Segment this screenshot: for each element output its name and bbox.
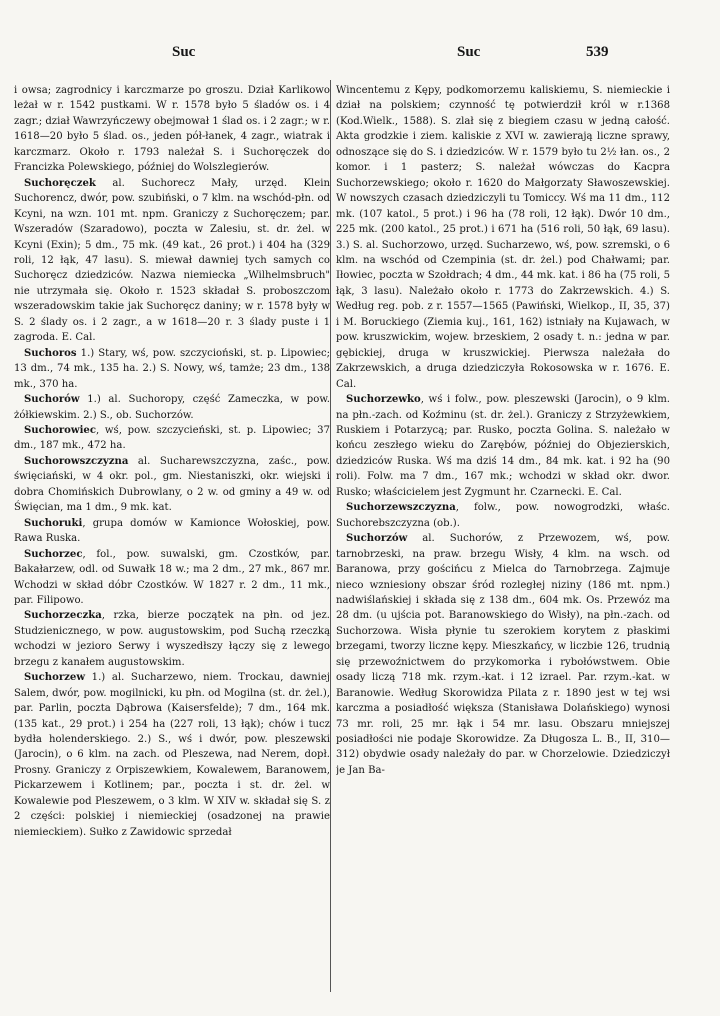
entry xyxy=(336,531,670,778)
entry xyxy=(336,83,670,392)
entry-text: , wś i folw., pow. pleszewski (Jarocin), o 9 klm. na płn.-zach. od Koźminu (st. dr. żel.). Graniczy z Strzyżewkiem, Ruskiem i Potarzycą; par. Rusko, poczta Golina. S. należało w końcu zeszłego wieku do Zarębów, później do Objezierskich, dziedziców Ruska. Wś ma dziś 14 dm., 84 mk. kat. i 92 ha (90 roli). Folw. ma 7 dm., 167 mk.; wchodzi w skład okr. dwor. Rusko; właścicielem jest Zygmunt hr. Czarnecki. E. Cal. xyxy=(336,394,670,498)
right-running-head: Suc xyxy=(457,44,481,60)
entry xyxy=(14,83,330,176)
entry-text: , grupa domów w Kamionce Wołoskiej, pow. Rawa Ruska. xyxy=(14,517,330,545)
entry-text: 1.) Stary, wś, pow. szczycioński, st. p. Lipowiec; 13 dm., 74 mk., 135 ha. 2.) S. Nowy, wś, tamże; 23 dm., 138 mk., 370 ha. xyxy=(14,347,330,390)
entry-headword: Suchorzec xyxy=(24,548,83,560)
right-column xyxy=(336,83,670,998)
entry-headword: Suchoruki xyxy=(24,517,83,529)
entry xyxy=(14,346,330,392)
entry-text: al. Suchorów, z Przewozem, wś, pow. tarnobrzeski, na praw. brzegu Wisły, 4 klm. na wsch. od Baranowa, przy gościńcu z Mielca do Tarnobrzega. Zajmuje nieco wzniesiony obszar śród rozległej niziny (186 mt. npm.) nadwiślańskiej i składa się z 138 dm., 604 mk. Os. Przewóz ma 28 dm. (u ujścia pot. Baranowskiego do Wisły), na płn.-zach. od Suchorzowa. Wisła płynie tu szerokiem korytem z płaskimi brzegami, tworzy liczne kępy. Mieszkańcy, w liczbie 126, trudnią się przewoźnictwem do przykomorka i rybołówstwem. Obie osady liczą 718 mk. rzym.-kat. i 12 izrael. Par. rzym.-kat. w Baranowie. Według Skorowidza Pilata z r. 1890 jest w tej wsi karczma a posiadłość większa (Stanisława Dolańskiego) wynosi 73 mr. roli, 25 mr. łąk i 54 mr. lasu. Obszaru mniejszej posiadłości nie podaje Skorowidze. Za Długosza L. B., II, 310—312) obydwie osady należały do par. w Chorzelowie. Dziedziczył je Jan Ba- xyxy=(336,533,670,776)
entry-headword: Suchorzewko xyxy=(346,394,421,406)
entry-text: , fol., pow. suwalski, gm. Czostków, par. Bakałarzew, odl. od Suwałk 18 w.; ma 2 dm., 27 mk., 867 mr. Wchodzi w skład dóbr Czostków. W 1827 r. 2 dm., 11 mk., par. Filipowo. xyxy=(14,548,330,606)
entry xyxy=(14,547,330,609)
entry xyxy=(14,608,330,670)
entry-headword: Suchorzewszczyzna xyxy=(346,502,456,514)
entry-headword: Suchorowiec xyxy=(24,424,96,436)
entry-headword: Suchoręczek xyxy=(24,177,96,189)
entry xyxy=(14,670,330,840)
entry-headword: Suchorowszczyzna xyxy=(24,455,129,467)
left-column xyxy=(14,83,330,998)
entry xyxy=(336,392,670,500)
entry-text: al. Sucharewszczyzna, zaśc., pow. święciański, w 4 okr. pol., gm. Niestaniszki, okr. wiejski i dobra Chomińskich Dubrowlany, o 2 w. od gminy a 49 w. od Święcian, ma 1 dm., 9 mk. kat. xyxy=(14,455,330,514)
page-number: 539 xyxy=(586,44,609,60)
entry-text: , folw., pow. nowogrodzki, właśc. Suchorebszczyzna (ob.). xyxy=(336,502,670,529)
entry xyxy=(14,454,330,516)
entry-text: 1.) al. Suchoropy, część Zameczka, w pow. żółkiewskim. 2.) S., ob. Suchorzów. xyxy=(14,394,330,421)
entry xyxy=(336,500,670,531)
entry-text: , rzka, bierze początek na płn. od jez. Studzienicznego, w pow. augustowskim, pod Suchą rzeczką wchodzi w jezioro Serwy i wyszedłszy łączy się z lewego brzegu z kanałem augustowskim. xyxy=(14,610,330,668)
entry-headword: Suchoros xyxy=(24,347,77,359)
entry-text: Wincentemu z Kępy, podkomorzemu kaliskiemu, S. niemieckie i dział na polskiem; czynność tę potwierdził król w r.1368 (Kod.Wielk., 1588). S. zlał się z biegiem czasu w jedną całość. Akta grodzkie i ziem. kaliskie z XVI w. zawierają liczne sprawy, odnoszące się do S. i dziedziców. W r. 1579 było tu 2½ łan. os., 2 komor. i 1 pasterz; S. należał wówczas do Kacpra Suchorzewskiego; około r. 1620 do Małgorzaty Sławoszewskiej. W nowszych czasach dziedziczyli tu Tomiccy. Wś ma 11 dm., 112 mk. (107 katol., 5 prot.) i 96 ha (78 roli, 12 łąk). Dwór 10 dm., 225 mk. (200 katol., 25 prot.) i 671 ha (516 roli, 50 łąk, 69 lasu). 3.) S. al. Suchorzowo, urzęd. Sucharzewo, wś, pow. szremski, o 6 klm. na wschód od Czempinia (st. dr. żel.) pod Chałwami; par. Iłowiec, poczta w Szołdrach; 4 dm., 44 mk. kat. i 86 ha (75 roli, 5 łąk, 3 lasu). Należało około r. 1773 do Zakrzewskich. 4.) S. Według reg. pob. z r. 1557—1565 (Pawiński, Wielkop., II, 35, 37) i M. Boruckiego (Ziemia kuj., 161, 162) istniały na Kujawach, w pow. kruszwickim, wojew. brzeskiem, 2 osady t. n.: jedna w par. gębickiej, druga w kruszwickiej. Pierwsza należała do Zakrzewskich, a druga dziedziczyła Rokosowska w r. 1676. E. Cal. xyxy=(336,85,670,390)
entry-headword: Suchorzów xyxy=(346,533,408,545)
left-running-head: Suc xyxy=(172,44,196,60)
entry xyxy=(14,516,330,547)
entry-text: al. Suchorecz Mały, urzęd. Klein Suchorencz, dwór, pow. szubiński, o 7 klm. na wschód-płn. od Kcyni, na wzn. 101 mt. npm. Graniczy z Suchoręczem; par. Wszeradów (Szaradowo), poczta w Zalesiu, st. dr. żel. w Kcyni (Exin); 5 dm., 75 mk. (49 kat., 26 prot.) i 404 ha (329 roli, 12 łąk, 47 lasu). S. miewał dawniej tych samych co Suchoręcz dziedziców. Nazwa niemiecka „Wilhelmsbruch" nie utrzymała się. Około r. 1523 składał S. proboszczom wszeradowskim takie jak Suchoręcz daniny; w r. 1578 były w S. 2 ślady os. i 2 zagr., a w 1618—20 r. 3 ślady puste i 1 zagroda. E. Cal. xyxy=(14,177,330,344)
entry-headword: Suchorzeczka xyxy=(24,610,102,622)
entry-text: 1.) al. Sucharzewo, niem. Trockau, dawniej Salem, dwór, pow. mogilnicki, ku płn. od Mogilna (st. dr. żel.), par. Parlin, poczta Dąbrowa (Kaisersfelde); 7 dm., 164 mk. (135 kat., 29 prot.) i 254 ha (227 roli, 13 łąk); chów i tucz bydła holenderskiego. 2.) S., wś i dwór, pow. pleszewski (Jarocin), o 6 klm. na zach. od Pleszewa, nad Nerem, dopł. Prosny. Graniczy z Orpiszewkiem, Kowalewem, Baranowem, Pickarzewem i Kotlinem; par., poczta i st. dr. żel. w Kowalewie pod Pleszewem, o 3 klm. W XIV w. składał się S. z 2 części: polskiej i niemieckiej (osadzonej na prawie niemieckiem). Sułko z Zawidowic sprzedał xyxy=(14,672,330,838)
entry-headword: Suchorzew xyxy=(24,672,86,684)
entry-text: i owsa; zagrodnicy i karczmarze po groszu. Dział Karlikowo leżał w r. 1542 pustkami. W r. 1578 było 5 śladów os. i 4 zagr.; dział Wawrzyńczewy obejmował 1 ślad os. i 2 zagr.; w r. 1618—20 było 5 ślad. os., jeden pół-łanek, 4 zagr., wiatrak i karczmarz. Około r. 1793 należał S. i Suchoręczek do Francizka Polewskiego, później do Wolszlegierów. xyxy=(14,85,330,174)
entry xyxy=(14,392,330,423)
entry-headword: Suchorów xyxy=(24,394,80,406)
column-divider xyxy=(330,80,331,992)
entry xyxy=(14,176,330,346)
entry-text: , wś, pow. szczycieński, st. p. Lipowiec; 37 dm., 187 mk., 472 ha. xyxy=(14,424,330,452)
entry xyxy=(14,423,330,454)
